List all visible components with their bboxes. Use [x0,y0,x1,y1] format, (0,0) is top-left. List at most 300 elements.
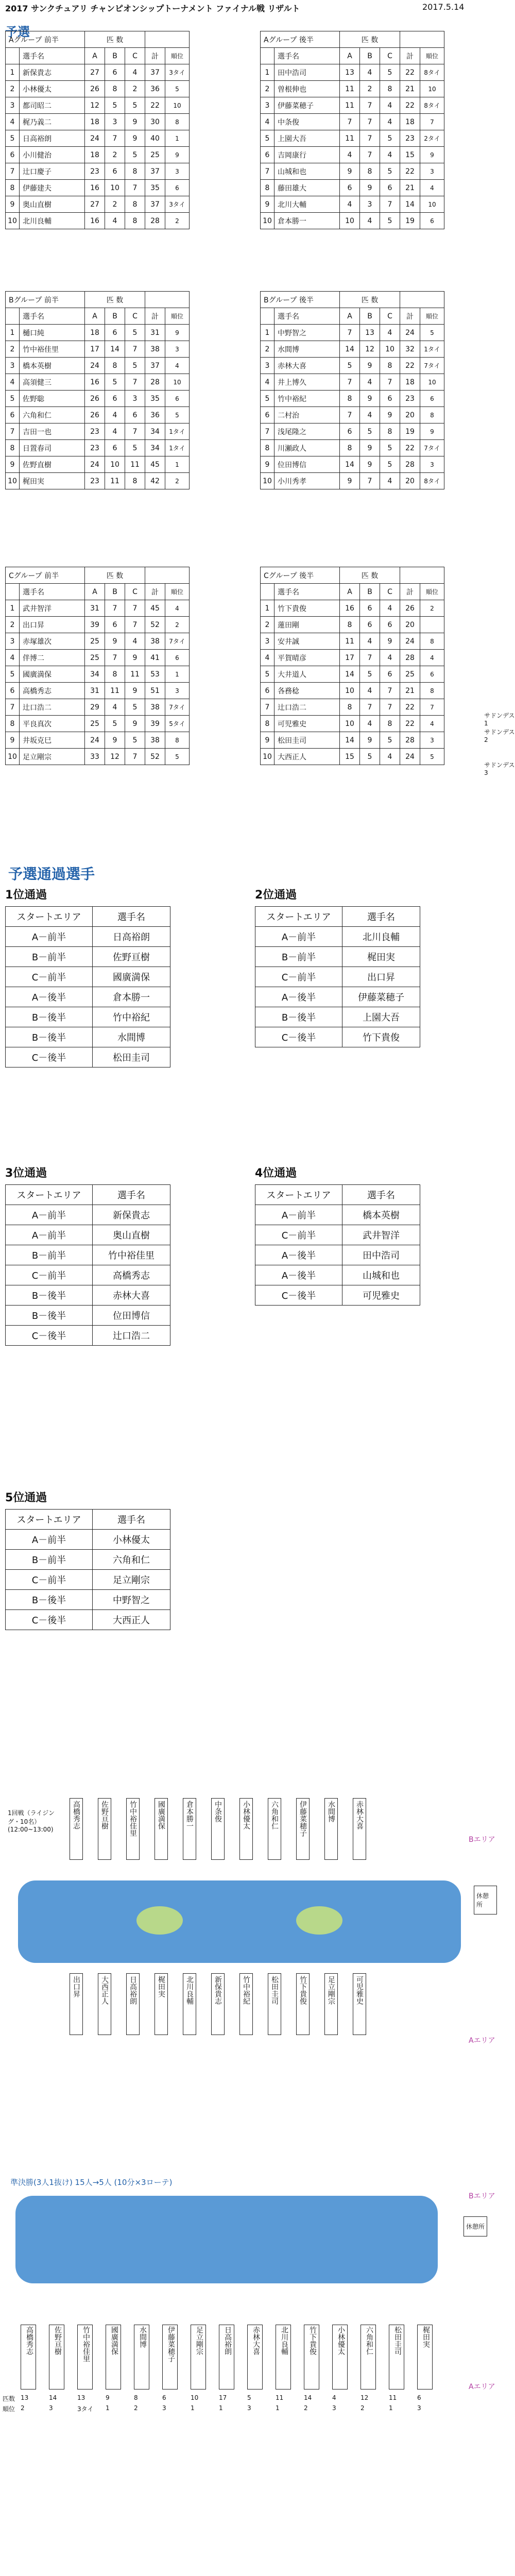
table-row [6,423,190,440]
table-cell: 6 [420,666,444,683]
table-row [6,683,190,699]
count-label: 匹 数 [340,567,400,584]
player-name: 日高裕朗 [93,927,170,947]
table-cell: 7 [380,374,400,391]
table-cell: 8 [340,391,360,407]
table-cell: 6 [360,617,380,633]
table-cell: 22 [145,97,165,114]
table-row [261,423,444,440]
table-cell: 2 [261,617,274,633]
table-cell: 4 [380,325,400,341]
player-name: 伊藤菜穂子 [342,987,420,1007]
table-row [6,617,190,633]
table-cell: 5 [125,325,145,341]
column-header: 選手名 [274,308,340,325]
start-area: B－前半 [6,1550,93,1570]
qualifier-row [6,987,170,1007]
start-area: C－後半 [6,1610,93,1630]
quarter-heading: 準決勝(3人1抜け) 15人→5人 (10分×3ローテ) [10,2178,173,2187]
table-cell: 8 [261,180,274,196]
qualifier-table [255,906,420,1047]
column-header: 順位 [165,308,190,325]
player-name: 竹中裕佳里 [93,1245,170,1265]
group-label: Bグループ 前半 [6,292,85,308]
quarter-count: 4 [332,2394,336,2401]
table-cell: 5タイ [165,716,190,732]
player-name: 水間博 [93,1027,170,1047]
table-cell: 4 [360,64,380,81]
table-cell: 8 [105,81,125,97]
table-cell: 10 [6,749,20,765]
table-cell: 川瀬政人 [274,440,340,456]
table-cell: 1 [261,64,274,81]
table-cell: 5 [380,64,400,81]
quarter-count: 5 [247,2394,251,2401]
table-row [261,473,444,489]
player-name: 竹中裕紀 [93,1007,170,1027]
table-cell: 8タイ [420,97,444,114]
table-cell: 9 [125,650,145,666]
table-cell: 4 [105,213,125,229]
table-cell: 8 [125,196,145,213]
table-cell: 3 [125,391,145,407]
table-cell: 18 [85,325,105,341]
table-row [261,683,444,699]
table-cell: 4 [360,683,380,699]
table-cell: 曽根伸也 [274,81,340,97]
table-cell: 51 [145,683,165,699]
semi-map [8,1788,497,2179]
table-cell: 25 [400,666,420,683]
seat-label: 大西正人 [98,1973,111,2035]
table-cell: 4 [380,97,400,114]
table-cell: 10 [420,374,444,391]
table-cell: 39 [145,716,165,732]
column-header: 選手名 [274,48,340,64]
table-cell: 26 [85,81,105,97]
table-cell: 24 [400,325,420,341]
table-cell: 4 [261,374,274,391]
table-row [6,456,190,473]
table-cell: 8 [420,407,444,423]
table-cell: 7 [125,423,145,440]
group-table [260,291,444,489]
table-cell: 國廣満保 [20,666,85,683]
table-cell: 9 [380,633,400,650]
table-cell: 5 [125,358,145,374]
group-panel [5,31,190,229]
table-cell: 37 [145,163,165,180]
quarter-rank: 2 [304,2404,308,2412]
table-cell: 8 [261,440,274,456]
area-header: スタートエリア [255,907,342,927]
table-cell: 26 [85,391,105,407]
table-cell: 7 [380,196,400,213]
table-cell: 7 [420,699,444,716]
table-cell: 52 [145,749,165,765]
table-cell: 10 [380,341,400,358]
quarter-count: 11 [276,2394,284,2401]
table-cell: 21 [400,180,420,196]
table-cell: 6 [420,213,444,229]
column-header: A [340,308,360,325]
start-area: B－後半 [6,1285,93,1306]
table-cell: 6 [165,650,190,666]
table-cell: 8 [420,683,444,699]
qualifier-block-title: 5位通過 [5,1492,47,1504]
seat-label: 出口昇 [70,1973,83,2035]
column-header: B [360,48,380,64]
table-cell [420,617,444,633]
table-row [6,97,190,114]
column-header: 順位 [420,584,444,600]
table-cell: 32 [400,341,420,358]
table-cell: 36 [145,407,165,423]
player-name: 赤林大喜 [93,1285,170,1306]
qualifier-row [6,1590,170,1610]
table-row [6,407,190,423]
table-cell: 19 [400,423,420,440]
table-cell: 佐野聡 [20,391,85,407]
island-right [296,1906,342,1935]
table-cell: 15 [400,147,420,163]
table-cell: 34 [145,440,165,456]
table-row [6,633,190,650]
table-cell: 53 [145,666,165,683]
qualifier-row [255,987,420,1007]
column-header: 選手名 [20,48,85,64]
table-cell: 3 [420,732,444,749]
table-cell: 27 [85,64,105,81]
table-cell: 8 [165,732,190,749]
qualifier-row [6,1550,170,1570]
player-name: 橋本英樹 [342,1205,420,1225]
player-name: 辻口浩二 [93,1326,170,1346]
table-cell: 16 [85,180,105,196]
quarter-rank: 1 [276,2404,280,2412]
table-cell: 8 [6,180,20,196]
table-cell: 2 [105,147,125,163]
table-cell: 9 [165,325,190,341]
table-cell: 14 [400,196,420,213]
table-cell: 5 [380,130,400,147]
name-header: 選手名 [342,1185,420,1205]
table-cell: 奥山直樹 [20,196,85,213]
table-cell: 1 [165,130,190,147]
count-label: 匹 数 [340,292,400,308]
column-header: 選手名 [20,584,85,600]
seat-label: 松田圭司 [268,1973,281,2035]
player-name: 高橋秀志 [93,1265,170,1285]
qualifier-row [255,1205,420,1225]
table-cell: 新保貴志 [20,64,85,81]
quarter-count: 8 [134,2394,138,2401]
table-cell: 6 [380,180,400,196]
table-cell: 田中浩司 [274,64,340,81]
table-cell: 9 [125,114,145,130]
area-header: スタートエリア [255,1185,342,1205]
table-row [261,358,444,374]
qualifier-table [5,906,170,1067]
table-cell: 7 [380,683,400,699]
column-header: 順位 [165,48,190,64]
table-cell: 1 [261,600,274,617]
table-cell: 7タイ [420,440,444,456]
start-area: B－後半 [6,1306,93,1326]
table-cell: 7 [125,749,145,765]
table-cell: 8 [380,81,400,97]
seat-label: 小林優太 [239,1798,253,1860]
table-cell: 38 [145,732,165,749]
table-cell: 23 [400,391,420,407]
table-cell: 9 [261,732,274,749]
table-cell: 7 [360,147,380,163]
table-cell: 37 [145,64,165,81]
sudden-death-note: サドンデス3 [484,761,515,776]
qualifier-row [6,1265,170,1285]
table-cell: 5 [6,666,20,683]
column-header: 計 [145,584,165,600]
table-cell: 9 [6,196,20,213]
table-cell: 21 [400,81,420,97]
table-cell: 4 [6,374,20,391]
qualifier-block-title: 2位通過 [255,889,297,902]
table-cell: 12 [360,341,380,358]
table-cell: 安井誠 [274,633,340,650]
qualifier-row [255,1007,420,1027]
table-cell: 7 [261,423,274,440]
table-cell: 5 [165,749,190,765]
table-cell: 4 [340,196,360,213]
table-cell: 3 [6,97,20,114]
qualifier-row [255,927,420,947]
quarter-player: 水間博 [134,2325,149,2389]
table-cell: 浅尾隆之 [274,423,340,440]
table-cell: 4 [360,633,380,650]
group-table [260,567,444,765]
table-cell: 9 [360,456,380,473]
table-row [6,180,190,196]
table-cell: 4 [360,716,380,732]
table-row [261,213,444,229]
table-cell: 52 [145,617,165,633]
quarter-rank: 2 [360,2404,365,2412]
quarter-rank: 3 [162,2404,166,2412]
column-header: 選手名 [274,584,340,600]
table-cell: 22 [400,440,420,456]
column-header: B [360,308,380,325]
table-cell: 山城和也 [274,163,340,180]
start-area: A－前半 [6,1225,93,1245]
table-cell: 6 [6,407,20,423]
table-cell: 45 [145,456,165,473]
table-cell: 8 [125,163,145,180]
table-cell: 2 [6,341,20,358]
table-cell: 日置春司 [20,440,85,456]
table-cell: 赤林大喜 [274,358,340,374]
seat-label: 竹下貴俊 [296,1973,310,2035]
table-cell: 7 [360,699,380,716]
table-cell: 38 [145,633,165,650]
table-cell: 6 [261,683,274,699]
pond-semi [18,1880,461,1963]
table-cell: 30 [145,114,165,130]
start-area: C－前半 [255,967,342,987]
table-cell: 5 [165,407,190,423]
group-table [5,567,190,765]
table-cell: 22 [400,699,420,716]
table-row [261,163,444,180]
table-cell: 16 [85,213,105,229]
table-row [6,81,190,97]
table-cell: 6 [105,391,125,407]
table-cell: 3 [420,163,444,180]
table-cell: 武井智洋 [20,600,85,617]
table-cell: 10 [420,196,444,213]
table-cell: 6 [105,325,125,341]
table-cell: 11 [340,130,360,147]
column-header: 順位 [420,308,444,325]
start-area: A－前半 [6,1205,93,1225]
qualifier-block [5,1489,170,1630]
table-cell: 4 [261,650,274,666]
table-cell: 9 [165,147,190,163]
table-cell: 25 [85,716,105,732]
table-cell: 伊藤菜穂子 [274,97,340,114]
table-cell: 14 [340,341,360,358]
player-name: 足立剛宗 [93,1570,170,1590]
table-cell: 4 [360,407,380,423]
table-cell: 水間博 [274,341,340,358]
table-cell: 25 [85,650,105,666]
qualifier-row [6,1007,170,1027]
qualifier-row [6,1245,170,1265]
group-label: Aグループ 後半 [261,31,340,48]
table-cell: 8 [420,633,444,650]
table-cell: 1 [261,325,274,341]
quarter-player: 松田圭司 [389,2325,404,2389]
table-cell: 4 [380,650,400,666]
table-cell: 10 [105,180,125,196]
table-cell: 23 [85,473,105,489]
table-cell: 8 [125,473,145,489]
table-cell: 10 [165,374,190,391]
table-row [6,163,190,180]
table-cell: 8 [125,213,145,229]
quarter-rank: 1 [106,2404,110,2412]
table-cell: 井上博久 [274,374,340,391]
quarter-player: 梶田実 [417,2325,433,2389]
table-cell: 各務稔 [274,683,340,699]
qualifier-block-title: 1位通過 [5,889,47,902]
group-label: Cグループ 後半 [261,567,340,584]
table-cell: 7 [360,473,380,489]
table-cell: 45 [145,600,165,617]
player-name: 小林優太 [93,1530,170,1550]
sudden-death-note: サドンデス2 [484,728,515,743]
qualifier-row [6,1326,170,1346]
table-cell: 2タイ [420,130,444,147]
table-cell: 出口昇 [20,617,85,633]
table-cell: 11 [125,456,145,473]
table-cell: 4 [105,407,125,423]
table-cell: 3 [6,358,20,374]
table-cell: 28 [400,456,420,473]
table-cell: 4 [360,374,380,391]
quarter-count: 13 [21,2394,29,2401]
table-cell: 28 [145,374,165,391]
table-cell: 平賀晴彦 [274,650,340,666]
qualifier-block [255,1164,420,1306]
qualifier-row [255,1245,420,1265]
table-cell: 23 [85,163,105,180]
table-cell: 6 [105,64,125,81]
table-cell: 1 [6,600,20,617]
table-row [261,407,444,423]
table-cell: 7タイ [165,699,190,716]
table-cell: 樋口純 [20,325,85,341]
quarter-player: 赤林大喜 [247,2325,263,2389]
table-cell: 9 [340,163,360,180]
table-cell: 6 [340,180,360,196]
table-cell: 9 [105,732,125,749]
area-header: スタートエリア [6,907,93,927]
table-cell: 11 [340,97,360,114]
qualifier-row [6,947,170,967]
table-cell: 梶田実 [20,473,85,489]
player-name: 佐野亘樹 [93,947,170,967]
table-cell: 10 [261,749,274,765]
seat-label: 北川良輔 [183,1973,196,2035]
table-cell: 12 [105,749,125,765]
table-cell: 2 [165,473,190,489]
start-area: C－前半 [255,1225,342,1245]
seat-label: 可児雅史 [353,1973,366,2035]
table-cell: 3タイ [165,196,190,213]
group-panel [5,567,190,765]
qualifier-row [6,1285,170,1306]
seat-label: 倉本勝一 [183,1798,196,1860]
table-cell: 31 [85,683,105,699]
qualifier-row [6,1205,170,1225]
qualifier-row [6,1225,170,1245]
table-cell: 18 [400,374,420,391]
table-cell: 5 [380,163,400,180]
table-cell: 7 [6,699,20,716]
column-header: C [125,584,145,600]
qualifier-row [255,967,420,987]
table-row [261,732,444,749]
column-header: B [105,48,125,64]
table-row [261,374,444,391]
quarter-count: 17 [219,2394,227,2401]
table-cell: 6 [105,617,125,633]
column-header: 選手名 [20,308,85,325]
qualifier-row [255,1225,420,1245]
table-row [6,64,190,81]
player-name: 大西正人 [93,1610,170,1630]
table-cell: 17 [340,650,360,666]
quarter-count: 14 [49,2394,57,2401]
seat-label: 水間博 [324,1798,338,1860]
table-cell: 6 [6,147,20,163]
group-table [5,31,190,229]
qualifier-block [5,1164,170,1346]
table-cell: 6 [165,180,190,196]
table-cell: 2 [105,196,125,213]
table-row [261,699,444,716]
table-cell: 10 [261,473,274,489]
